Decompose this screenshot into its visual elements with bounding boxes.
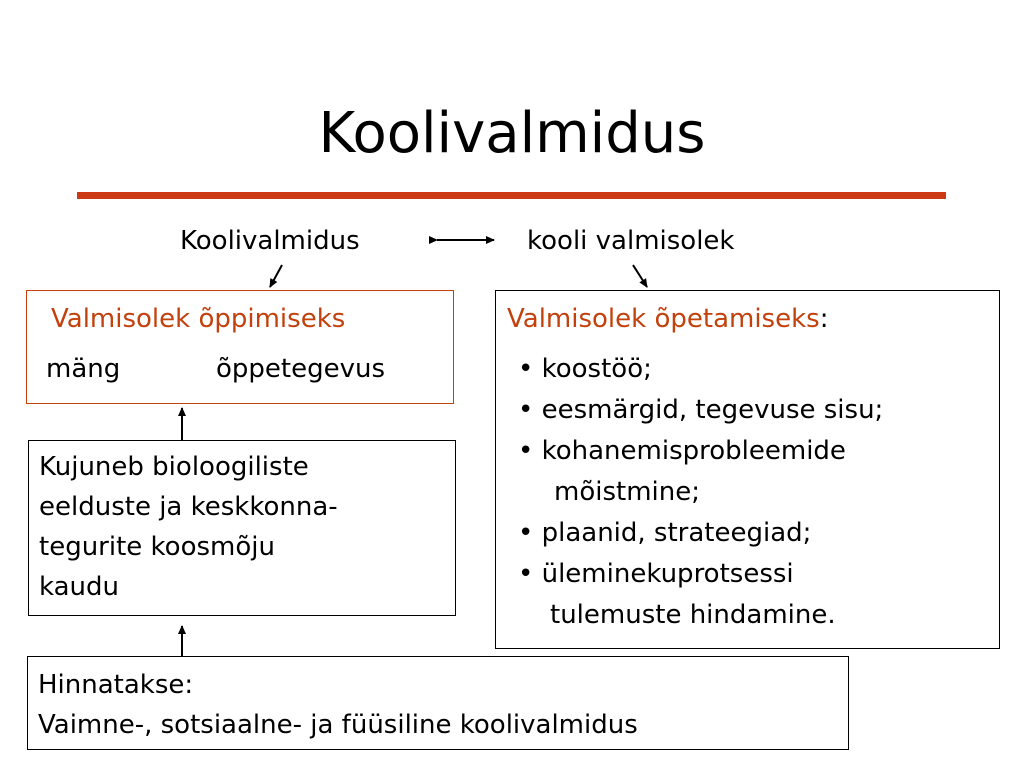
list-item: • plaanid, strateegiad;	[518, 518, 812, 548]
list-item-continuation: mõistmine;	[554, 477, 700, 507]
learning-box-heading: Valmisolek õppimiseks	[51, 304, 346, 334]
teaching-box-heading: Valmisolek õpetamiseks	[507, 304, 820, 334]
teaching-readiness-box	[495, 290, 1000, 649]
list-item-continuation: tulemuste hindamine.	[550, 600, 836, 630]
list-item: • üleminekuprotsessi	[518, 559, 794, 589]
arrow-to-teaching	[633, 265, 647, 287]
arrow-to-learning	[270, 265, 282, 287]
formation-box	[28, 440, 456, 616]
list-item: • eesmärgid, tegevuse sisu;	[518, 395, 884, 425]
list-item: • kohanemisprobleemide	[518, 436, 846, 466]
term-koolivalmidus: Koolivalmidus	[180, 226, 360, 256]
learning-from-label: mäng	[46, 354, 121, 384]
formation-line: kaudu	[39, 572, 119, 602]
learning-to-label: õppetegevus	[216, 354, 386, 384]
assessment-text: Vaimne-, sotsiaalne- ja füüsiline koolivalmidus	[38, 710, 638, 740]
assessment-box	[27, 656, 849, 750]
assessment-label: Hinnatakse:	[38, 670, 194, 700]
term-kooli-valmisolek: kooli valmisolek	[527, 226, 735, 256]
teaching-box-heading-colon: :	[819, 304, 829, 334]
page-title: Koolivalmidus	[318, 101, 706, 166]
teaching-box-heading-line	[507, 301, 828, 337]
formation-line: eelduste ja keskkonna-	[39, 492, 338, 522]
list-item: • koostöö;	[518, 354, 652, 384]
formation-line: Kujuneb bioloogiliste	[39, 452, 309, 482]
learning-readiness-box	[26, 290, 454, 404]
formation-line: tegurite koosmõju	[39, 532, 275, 562]
